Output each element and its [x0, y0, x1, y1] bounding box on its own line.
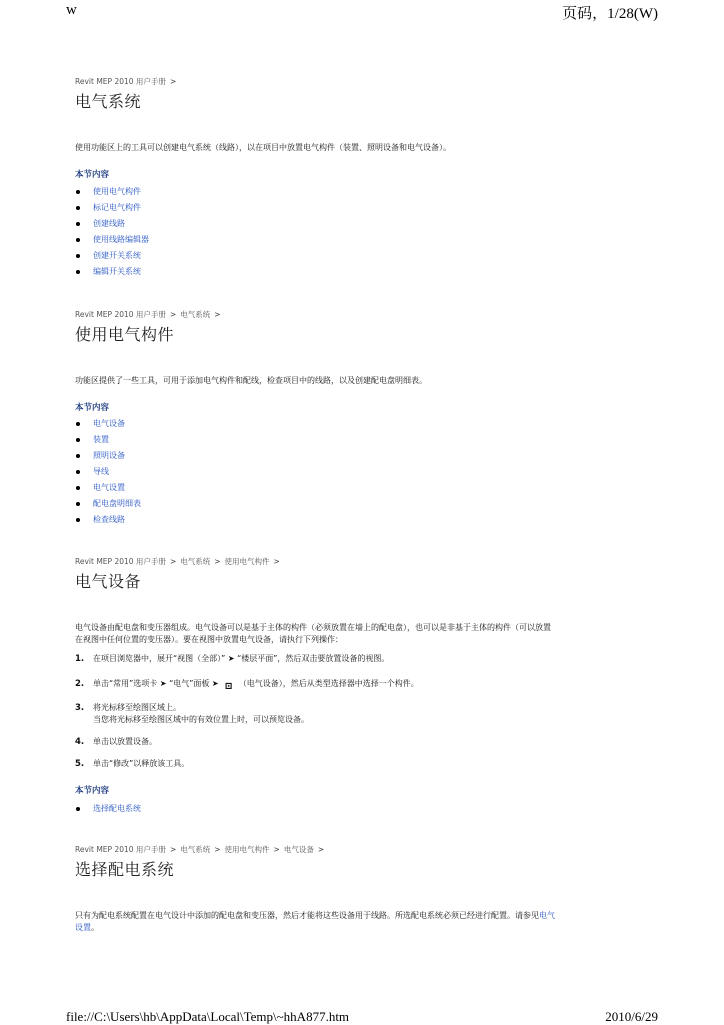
page-title: 选择配电系统: [75, 860, 175, 879]
link[interactable]: 创建开关系统: [93, 251, 141, 260]
breadcrumb-item[interactable]: 电气设备: [283, 845, 314, 854]
bullet-icon: [76, 206, 80, 210]
electrical-equipment-icon[interactable]: ⊡: [224, 681, 233, 692]
list-item[interactable]: [75, 480, 650, 496]
intro-paragraph: [75, 622, 650, 646]
breadcrumb: Revit MEP 2010 用户手册 >: [75, 77, 177, 86]
intro-paragraph: [75, 910, 650, 934]
bullet-icon: [76, 438, 80, 442]
step-item: [75, 758, 650, 770]
contents-list: [75, 416, 650, 528]
page-title: 使用电气构件: [75, 325, 175, 344]
bullet-icon: [76, 518, 80, 522]
list-item[interactable]: [75, 248, 650, 264]
intro-text: 。: [91, 923, 99, 932]
step-text: 单击“修改”以释放该工具。: [93, 759, 190, 768]
breadcrumb-item[interactable]: 使用电气构件: [224, 557, 270, 566]
link[interactable]: 创建线路: [93, 219, 125, 228]
bullet-icon: [76, 190, 80, 194]
list-item[interactable]: [75, 416, 650, 432]
intro-paragraph: 使用功能区上的工具可以创建电气系统（线路），以在项目中放置电气构件（装置、照明设备和电气设备）。: [75, 143, 451, 152]
breadcrumb-item[interactable]: Revit MEP 2010 用户手册: [75, 77, 166, 86]
list-item[interactable]: [75, 264, 650, 280]
step-text: 单击“常用”选项卡 ➤ “电气”面板 ➤: [93, 679, 219, 688]
step-number: 5.: [75, 759, 85, 769]
page-header-right: 页码，1/28(W): [562, 6, 658, 22]
step-item: [75, 678, 650, 693]
bullet-icon: [76, 238, 80, 242]
bullet-icon: [76, 470, 80, 474]
intro-text: 只有为配电系统配置在电气设计中添加的配电盘和变压器，然后才能将这些设备用于线路。所选配电系统必须已经进行配置。请参见: [75, 911, 539, 920]
list-item[interactable]: [75, 432, 650, 448]
page-footer-path: file://C:\Users\hb\AppData\Local\Temp\~hhA877.htm: [66, 1009, 350, 1024]
list-item[interactable]: [75, 464, 650, 480]
list-item[interactable]: [75, 216, 650, 232]
breadcrumb-item[interactable]: Revit MEP 2010 用户手册: [75, 557, 166, 566]
step-number: 4.: [75, 737, 85, 747]
link[interactable]: 电气设置: [93, 483, 125, 492]
contents-list: [75, 801, 650, 817]
link[interactable]: 装置: [93, 435, 109, 444]
breadcrumb-item[interactable]: 电气系统: [180, 310, 211, 319]
link[interactable]: 使用电气构件: [93, 187, 141, 196]
bullet-icon: [76, 502, 80, 506]
bullet-icon: [76, 422, 80, 426]
step-number: 1.: [75, 654, 85, 664]
link[interactable]: 标记电气构件: [93, 203, 141, 212]
list-item[interactable]: [75, 184, 650, 200]
breadcrumb-item[interactable]: Revit MEP 2010 用户手册: [75, 310, 166, 319]
section-contents-heading: 本节内容: [75, 403, 110, 413]
electrical-settings-link[interactable]: 电气: [539, 911, 555, 920]
bullet-icon: [76, 454, 80, 458]
intro-paragraph: 功能区提供了一些工具，可用于添加电气构件和配线，检查项目中的线路，以及创建配电盘明细表。: [75, 376, 427, 385]
section-contents-heading: 本节内容: [75, 170, 110, 180]
list-item[interactable]: [75, 801, 650, 817]
breadcrumb-item[interactable]: Revit MEP 2010 用户手册: [75, 845, 166, 854]
step-text: 单击以放置设备。: [93, 737, 157, 746]
step-item: [75, 653, 650, 665]
list-item[interactable]: [75, 232, 650, 248]
step-item: [75, 702, 650, 726]
bullet-icon: [76, 807, 80, 811]
link[interactable]: 导线: [93, 467, 109, 476]
bullet-icon: [76, 222, 80, 226]
breadcrumb: Revit MEP 2010 用户手册 > 电气系统 > 使用电气构件 >: [75, 557, 280, 566]
step-text: 将光标移至绘图区域上。: [93, 703, 181, 712]
step-number: 2.: [75, 679, 85, 689]
section-using-electrical-components: [75, 309, 650, 528]
page-header-left: w: [66, 2, 77, 18]
page-title: 电气设备: [75, 572, 142, 591]
list-item[interactable]: [75, 512, 650, 528]
page-footer-date: 2010/6/29: [605, 1009, 658, 1024]
list-item[interactable]: [75, 496, 650, 512]
section-electrical-systems: [75, 76, 650, 280]
link[interactable]: 配电盘明细表: [93, 499, 141, 508]
section-select-distribution-system: [75, 844, 650, 934]
electrical-settings-link[interactable]: 设置: [75, 923, 91, 932]
link[interactable]: 编辑开关系统: [93, 267, 141, 276]
section-contents-heading: 本节内容: [75, 786, 110, 796]
breadcrumb: Revit MEP 2010 用户手册 > 电气系统 >: [75, 310, 221, 319]
step-text: （电气设备），然后从类型选择器中选择一个构件。: [238, 679, 419, 688]
intro-line: 在视图中任何位置的变压器）。要在视图中放置电气设备，请执行下列操作：: [75, 635, 343, 644]
link[interactable]: 使用线路编辑器: [93, 235, 149, 244]
link[interactable]: 照明设备: [93, 451, 125, 460]
list-item[interactable]: [75, 200, 650, 216]
breadcrumb-item[interactable]: 电气系统: [180, 557, 211, 566]
bullet-icon: [76, 254, 80, 258]
bullet-icon: [76, 486, 80, 490]
step-number: 3.: [75, 703, 85, 713]
link[interactable]: 电气设备: [93, 419, 125, 428]
breadcrumb: Revit MEP 2010 用户手册 > 电气系统 > 使用电气构件 > 电气设备 >: [75, 845, 325, 854]
section-electrical-equipment: [75, 556, 650, 817]
contents-list: [75, 184, 650, 280]
link[interactable]: 选择配电系统: [93, 804, 141, 813]
breadcrumb-item[interactable]: 电气系统: [180, 845, 211, 854]
link[interactable]: 检查线路: [93, 515, 125, 524]
bullet-icon: [76, 270, 80, 274]
breadcrumb-item[interactable]: 使用电气构件: [224, 845, 270, 854]
intro-line: 电气设备由配电盘和变压器组成。电气设备可以是基于主体的构件（必须放置在墙上的配电盘），也可以是非基于主体的构件（可以放置: [75, 623, 551, 632]
step-item: [75, 736, 650, 748]
list-item[interactable]: [75, 448, 650, 464]
step-note: 当您将光标移至绘图区域中的有效位置上时，可以预览设备。: [93, 715, 309, 724]
step-text: 在项目浏览器中，展开“视图（全部）” ➤ “楼层平面”，然后双击要放置设备的视图。: [93, 654, 390, 663]
page-title: 电气系统: [75, 92, 142, 111]
